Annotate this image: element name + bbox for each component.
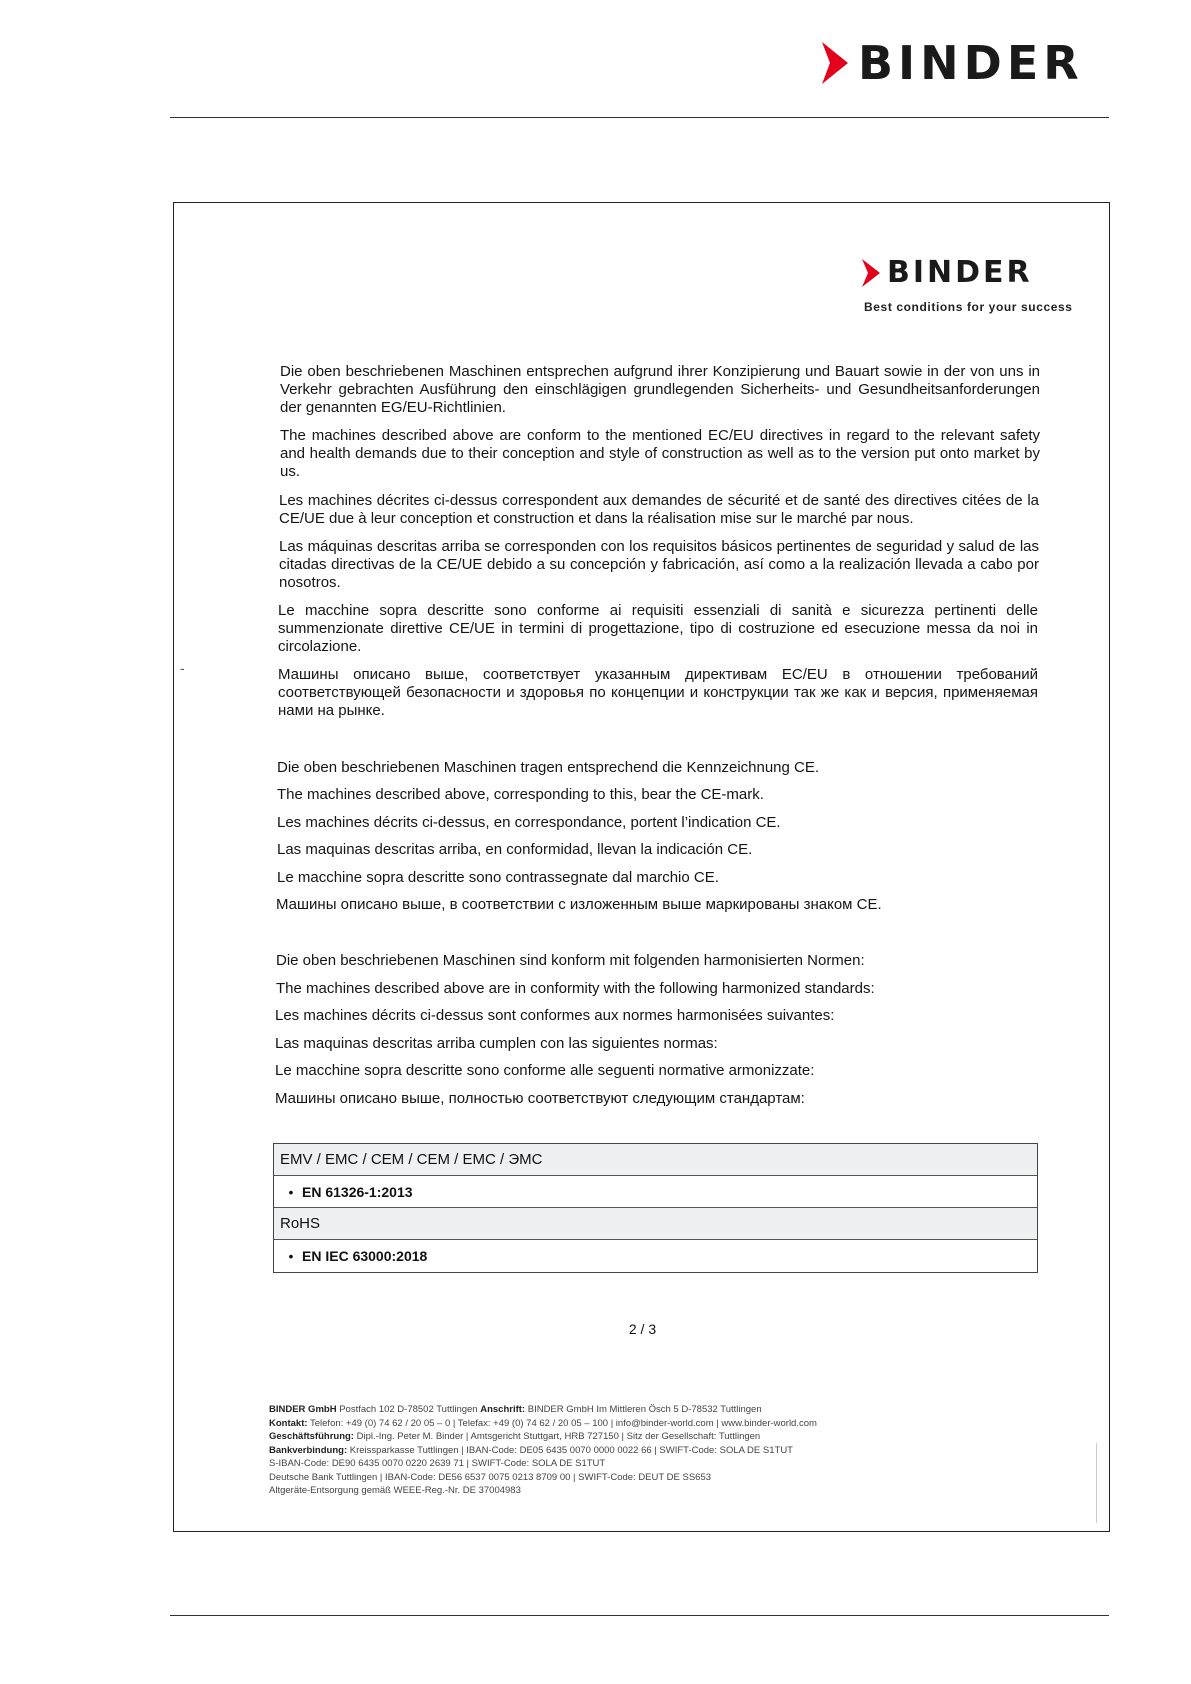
imprint-line: S-IBAN-Code: DE90 6435 0070 0220 2639 71 | SWIFT-Code: SOLA DE S1TUT — [269, 1458, 606, 1469]
inner-binder-logo — [861, 255, 1033, 290]
intro-paragraph-it: Le macchine sopra descritte sono conforme ai requisiti essenziali di sanità e sicurezza pertinenti delle summenzionate direttive CE/UE in termini di progettazione, tipo di costruzione ed esecuzione messa da noi in circolazione. — [278, 602, 1038, 655]
page-number: 2 / 3 — [628, 1321, 657, 1337]
standards-line-es: Las maquinas descritas arriba cumplen con las siguientes normas: — [275, 1035, 718, 1052]
intro-paragraph-es: Las máquinas descritas arriba se corresponden con los requisitos básicos pertinentes de seguridad y salud de las citadas directivas de la CE/UE debido a su concepción y fabricación, así como a la realización llevada a cabo por nosotros. — [279, 538, 1039, 591]
standard-number: EN IEC 63000:2018 — [302, 1248, 428, 1264]
standards-line-fr: Les machines décrits ci-dessus sont conformes aux normes harmonisées suivantes: — [275, 1007, 835, 1024]
bullet-icon: • — [288, 1183, 294, 1200]
ce-line-fr: Les machines décrits ci-dessus, en correspondance, portent l’indication CE. — [277, 814, 781, 831]
brand-tagline: Best conditions for your success — [864, 300, 1073, 314]
margin-dash: - — [180, 660, 185, 676]
header-divider — [170, 117, 1109, 118]
imprint-line: Geschäftsführung: Dipl.-Ing. Peter M. Binder | Amtsgericht Stuttgart, HRB 727150 | Sitz der Gesellschaft: Tuttlingen — [269, 1431, 761, 1442]
standards-line-en: The machines described above are in conformity with the following harmonized standards: — [276, 980, 875, 997]
intro-paragraph-en: The machines described above are conform to the mentioned EC/EU directives in regard to the relevant safety and health demands due to their conception and style of construction as well as to the version put onto market by us. — [280, 427, 1040, 480]
standards-category: EMV / EMC / CEM / CEM / EMC / ЭМС — [280, 1151, 543, 1168]
imprint-line: Kontakt: Telefon: +49 (0) 74 62 / 20 05 – 0 | Telefax: +49 (0) 74 62 / 20 05 – 100 | info@binder-world.com | www.binder-world.com — [269, 1417, 817, 1429]
binder-chevron-icon — [820, 40, 850, 86]
standards-category-row — [274, 1144, 1037, 1176]
standards-item-row — [274, 1176, 1037, 1208]
inner-binder-logo-text: BINDER — [887, 255, 1033, 290]
imprint-line: Deutsche Bank Tuttlingen | IBAN-Code: DE56 6537 0075 0213 8709 00 | SWIFT-Code: DEUT DE SS653 — [269, 1471, 712, 1483]
standards-table — [273, 1143, 1038, 1273]
standards-category: RoHS — [280, 1215, 321, 1232]
imprint-line: Altgeräte-Entsorgung gemäß WEEE-Reg.-Nr. DE 37004983 — [269, 1485, 521, 1496]
ce-line-de: Die oben beschriebenen Maschinen tragen entsprechend die Kennzeichnung CE. — [277, 759, 820, 776]
standards-line-ru: Машины описано выше, полностью соответствуют следующим стандартам: — [275, 1090, 805, 1107]
scanned-declaration-page — [173, 202, 1110, 1532]
inner-binder-chevron-icon — [861, 258, 881, 288]
standards-line-it: Le macchine sopra descritte sono conforme alle seguenti normative armonizzate: — [275, 1062, 815, 1079]
ce-line-ru: Машины описано выше, в соответствии с изложенным выше маркированы знаком CE. — [276, 896, 882, 913]
standards-item-row — [274, 1240, 1037, 1272]
scan-edge-artifact — [1096, 1443, 1097, 1523]
intro-paragraph-ru: Машины описано выше, соответствует указанным директивам EC/EU в отношении требований соответствующей безопасности и здоровья по концепции и конструкции так же как и версия, применяемая нами на рынке. — [278, 666, 1038, 719]
intro-paragraph-de: Die oben beschriebenen Maschinen entsprechen aufgrund ihrer Konzipierung und Bauart sowie in der von uns in Verkehr gebrachten Ausführung den einschlägigen grundlegenden Sicherheits- und Gesundheitsanforderungen der genannten EG/EU-Richtlinien. — [280, 363, 1040, 416]
binder-logo-text: BINDER — [858, 36, 1084, 90]
intro-paragraph-fr: Les machines décrites ci-dessus correspondent aux demandes de sécurité et de santé des directives citées de la CE/UE due à leur conception et construction et dans la réalisation mise sur le marché par nous. — [279, 492, 1039, 527]
company-imprint — [269, 1403, 817, 1498]
bullet-icon: • — [288, 1248, 294, 1264]
ce-line-es: Las maquinas descritas arriba, en conformidad, llevan la indicación CE. — [277, 841, 753, 858]
binder-logo — [820, 36, 1084, 90]
standard-number: EN 61326-1:2013 — [302, 1183, 413, 1200]
ce-line-en: The machines described above, corresponding to this, bear the CE-mark. — [277, 786, 764, 803]
imprint-line: BINDER GmbH Postfach 102 D-78502 Tuttlingen Anschrift: BINDER GmbH Im Mittleren Ösch 5 D-78532 Tuttlingen — [269, 1404, 762, 1415]
imprint-line: Bankverbindung: Kreissparkasse Tuttlingen | IBAN-Code: DE05 6435 0070 0000 0022 66 | SWIFT-Code: SOLA DE S1TUT — [269, 1444, 793, 1456]
standards-category-row — [274, 1208, 1037, 1240]
standards-line-de: Die oben beschriebenen Maschinen sind konform mit folgenden harmonisierten Normen: — [276, 952, 865, 969]
footer-divider — [170, 1615, 1109, 1616]
ce-line-it: Le macchine sopra descritte sono contrassegnate dal marchio CE. — [277, 869, 719, 886]
